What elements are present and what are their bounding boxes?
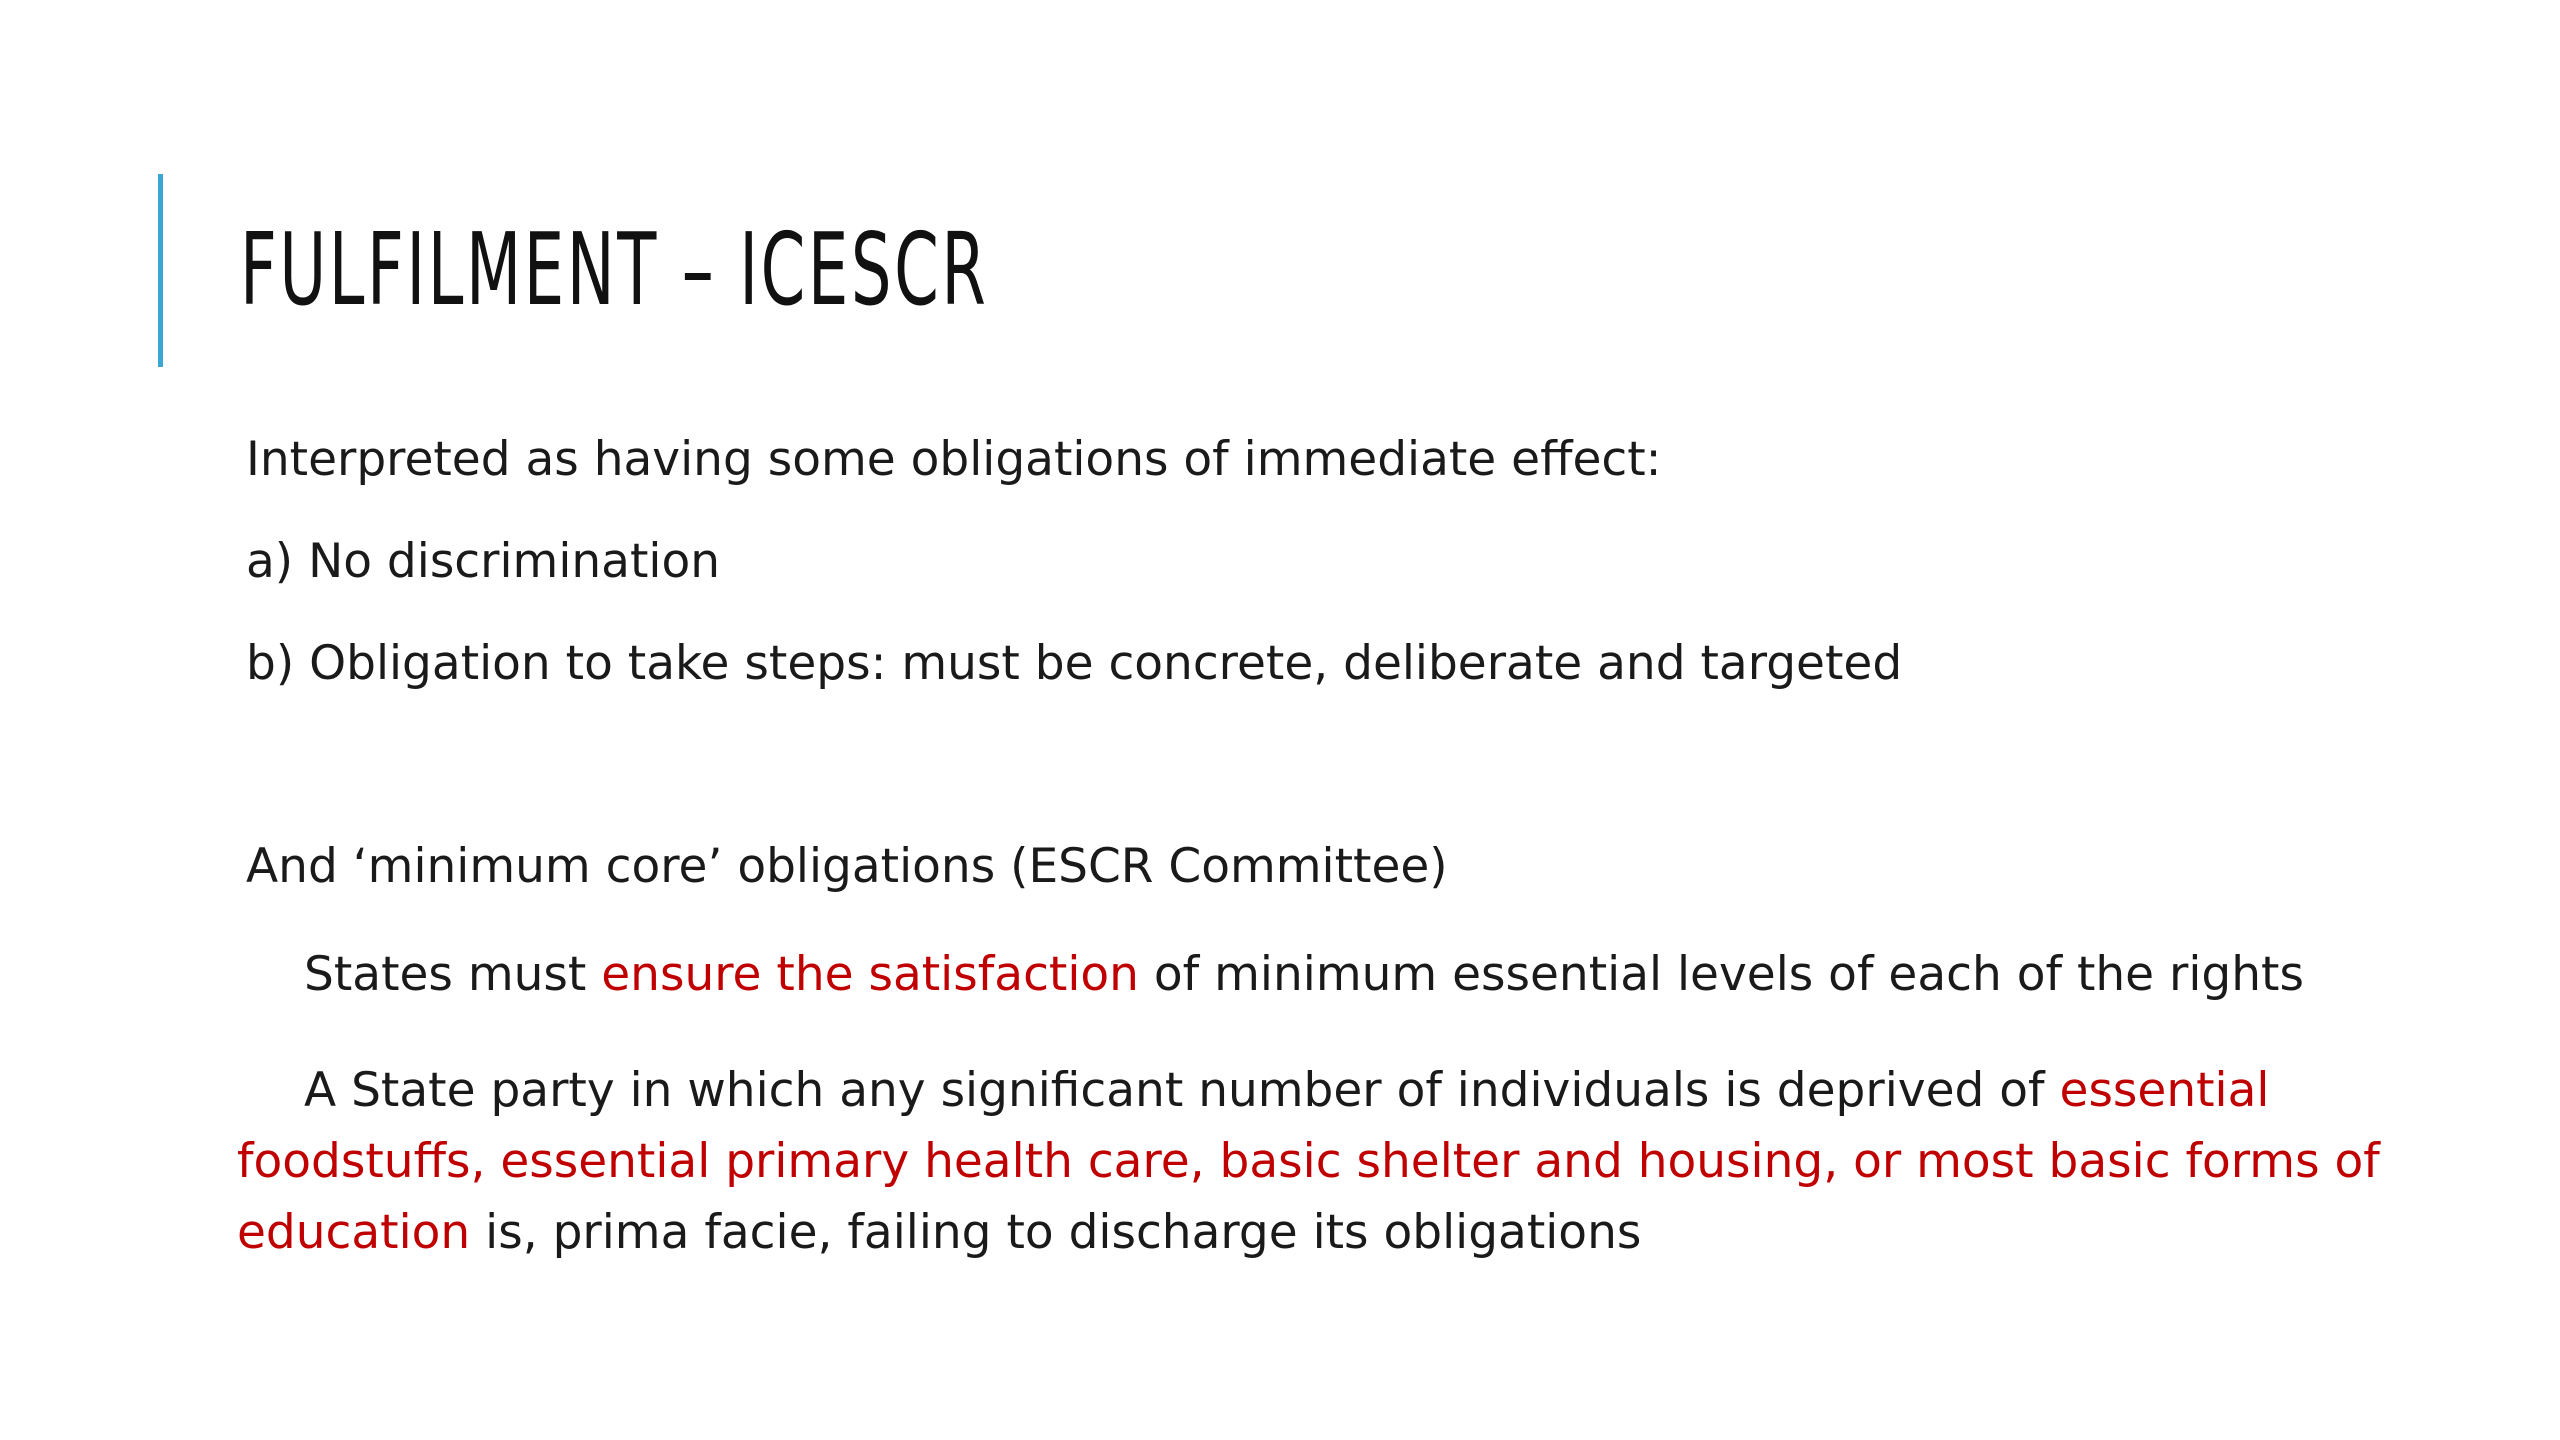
state-party-highlight: essential foodstuffs, essential primary health care, basic shelter and housing, or most basic forms of education bbox=[237, 1063, 2380, 1260]
slide-title: FULFILMENT – ICESCR bbox=[240, 211, 989, 328]
intro-line: Interpreted as having some obligations of immediate effect: bbox=[246, 432, 1662, 487]
title-accent-bar bbox=[158, 174, 163, 367]
state-party-paragraph bbox=[237, 1055, 2417, 1268]
item-a: a) No discrimination bbox=[246, 534, 720, 589]
state-party-after: is, prima facie, failing to discharge its obligations bbox=[470, 1205, 1642, 1260]
states-line-highlight: ensure the satisfaction bbox=[601, 947, 1139, 1002]
states-line-before: States must bbox=[304, 947, 602, 1002]
minimum-core-heading: And ‘minimum core’ obligations (ESCR Committee) bbox=[246, 839, 1448, 894]
states-line-after: of minimum essential levels of each of the rights bbox=[1138, 947, 2304, 1002]
state-party-before: A State party in which any significant number of individuals is deprived of bbox=[304, 1063, 2060, 1118]
states-must-line bbox=[304, 947, 2304, 1002]
item-b: b) Obligation to take steps: must be concrete, deliberate and targeted bbox=[246, 636, 1903, 691]
